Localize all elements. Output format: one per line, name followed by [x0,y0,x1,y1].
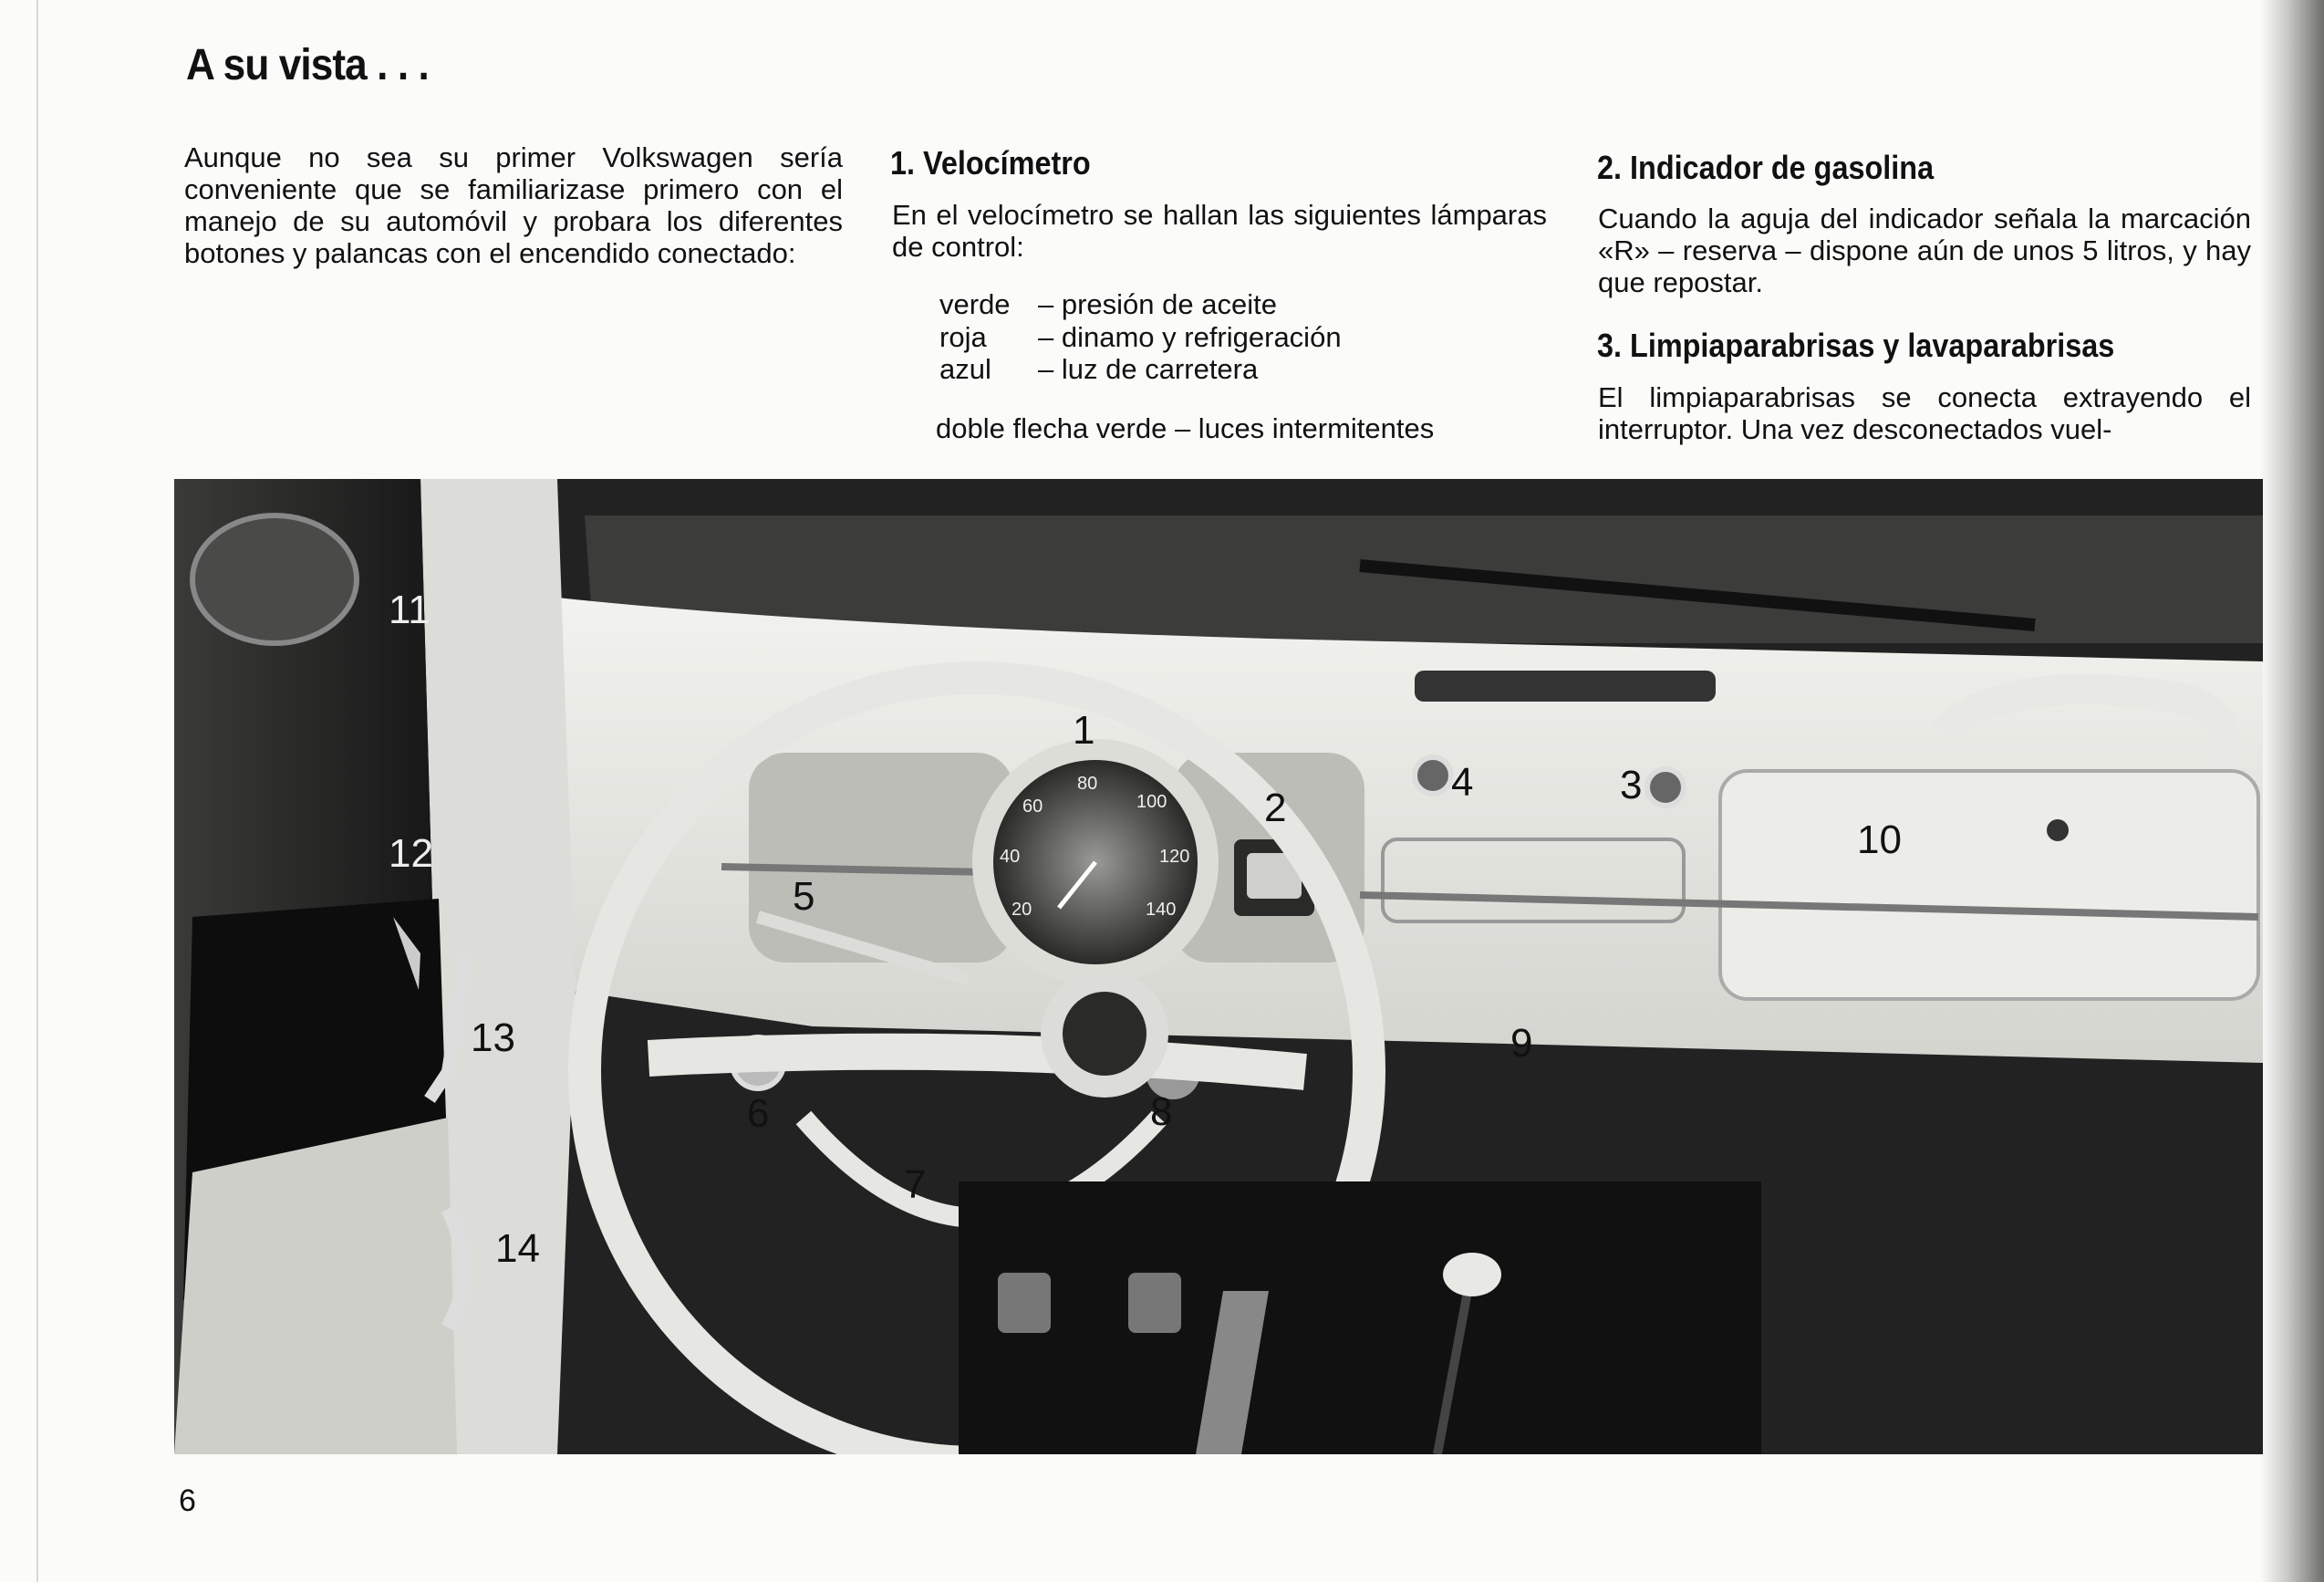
defroster-vent [1415,671,1716,702]
dashboard-illustration [174,479,2263,1454]
velocimetro-paragraph: En el velocímetro se hallan las siguientes lámparas de control: [892,199,1547,263]
lamp-description: – presión de aceite [1038,288,1277,320]
gear-knob [1443,1253,1501,1296]
speedo-mark: 20 [1012,900,1032,920]
glovebox-lock [2047,819,2069,841]
double-arrow-note: doble flecha verde – luces intermitentes [936,412,1435,444]
callout-10: 10 [1857,817,1902,862]
heading-gasolina: 2. Indicador de gasolina [1597,149,1935,186]
page-number: 6 [179,1483,196,1518]
callout-5: 5 [793,874,815,919]
gasolina-paragraph: Cuando la aguja del indicador señala la marcación «R» – reserva – dispone aún de unos 5 litros, y hay que repostar. [1598,203,2251,298]
speedo-mark: 40 [1000,847,1021,867]
lamp-color: azul [939,353,991,385]
steering-hub-emblem [1063,992,1146,1076]
heading-limpiaparabrisas: 3. Limpiaparabrisas y lavaparabrisas [1597,327,2115,364]
callout-1: 1 [1073,708,1095,753]
lamp-description: – dinamo y refrigeración [1038,321,1342,353]
speedo-mark: 140 [1146,900,1177,920]
page-title: A su vista . . . [186,41,429,89]
callout-3: 3 [1620,763,1643,807]
pedal-clutch [998,1273,1051,1333]
callout-9: 9 [1510,1021,1533,1066]
knob-4 [1415,757,1451,794]
lamp-color: roja [939,321,987,353]
page-gutter-shadow [2260,0,2324,1582]
speedo-mark: 80 [1077,774,1098,794]
callout-6: 6 [747,1091,770,1136]
speedo-mark: 120 [1159,847,1190,867]
speedo-mark: 60 [1022,796,1043,817]
door-trim [174,1118,457,1454]
speedo-mark: 100 [1136,792,1167,812]
callout-14: 14 [495,1226,540,1271]
callout-7: 7 [904,1162,927,1207]
callout-8: 8 [1150,1089,1173,1134]
limpiaparabrisas-paragraph: El limpiaparabrisas se conecta extrayendo el interruptor. Una vez desconectados vuel- [1598,381,2251,445]
rear-view-mirror [192,515,357,643]
heading-velocimetro: 1. Velocímetro [890,144,1091,182]
dashboard-photo [174,479,2263,1454]
callout-2: 2 [1264,786,1287,830]
page-edge [36,0,38,1582]
callout-12: 12 [389,831,433,876]
callout-4: 4 [1451,760,1474,805]
callout-13: 13 [471,1015,515,1060]
intro-paragraph: Aunque no sea su primer Volkswagen sería conveniente que se familiarizase primero con el manejo de su automóvil y probara los diferentes botones y palancas con el encendido conectado: [184,141,843,269]
pedal-brake [1128,1273,1181,1333]
glove-box [1720,771,2258,999]
floor-mat [959,1181,1761,1454]
steering-wheel-spoke [648,1052,1305,1072]
callout-11: 11 [389,588,431,632]
knob-3 [1647,769,1684,806]
lamp-color: verde [939,288,1011,320]
lamp-description: – luz de carretera [1038,353,1259,385]
